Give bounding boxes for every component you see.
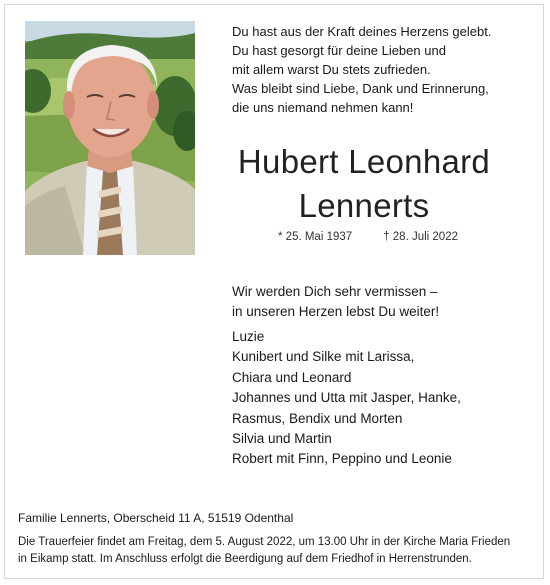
family-address: Familie Lennerts, Oberscheid 11 A, 51519 Odenthal: [18, 511, 294, 525]
poem-line: Was bleibt sind Liebe, Dank und Erinnerung,: [232, 81, 489, 96]
mourner-entry: Chiara und Leonard: [232, 369, 352, 385]
mourner-entry: Luzie: [232, 329, 265, 344]
mourner-entry: Silvia und Martin: [232, 431, 332, 447]
quote-line: in unseren Herzen lebst Du weiter!: [232, 304, 440, 319]
deceased-first-names: Hubert Leonhard: [237, 143, 491, 180]
deceased-name: [214, 140, 514, 228]
mourners-list: [232, 327, 532, 470]
poem-line: die uns niemand nehmen kann!: [232, 100, 414, 115]
poem-line: Du hast aus der Kraft deines Herzens gelebt.: [232, 24, 492, 39]
birth-date: * 25. Mai 1937: [278, 231, 353, 243]
notice-line: in Eikamp statt. Im Anschluss erfolgt die Beerdigung auf dem Friedhof in Herrenstrunden.: [18, 553, 472, 565]
mourner-entry: Kunibert und Silke mit Larissa,: [232, 349, 415, 365]
death-date: † 28. Juli 2022: [383, 231, 458, 243]
memorial-poem: [232, 22, 532, 117]
mourner-entry: Robert mit Finn, Peppino und Leonie: [232, 451, 452, 467]
mourner-entry: Johannes und Utta mit Jasper, Hanke,: [232, 390, 461, 406]
farewell-quote: [232, 282, 532, 322]
notice-line: Die Trauerfeier findet am Freitag, dem 5. August 2022, um 13.00 Uhr in der Kirche Maria Frieden: [18, 536, 511, 548]
poem-line: mit allem warst Du stets zufrieden.: [232, 62, 431, 77]
life-dates: [278, 231, 458, 243]
mourner-entry: Rasmus, Bendix und Morten: [232, 410, 403, 426]
poem-line: Du hast gesorgt für deine Lieben und: [232, 43, 446, 58]
portrait-photo: [25, 21, 195, 255]
deceased-surname: Lennerts: [298, 187, 430, 224]
funeral-notice: [18, 534, 533, 568]
quote-line: Wir werden Dich sehr vermissen –: [232, 284, 438, 299]
